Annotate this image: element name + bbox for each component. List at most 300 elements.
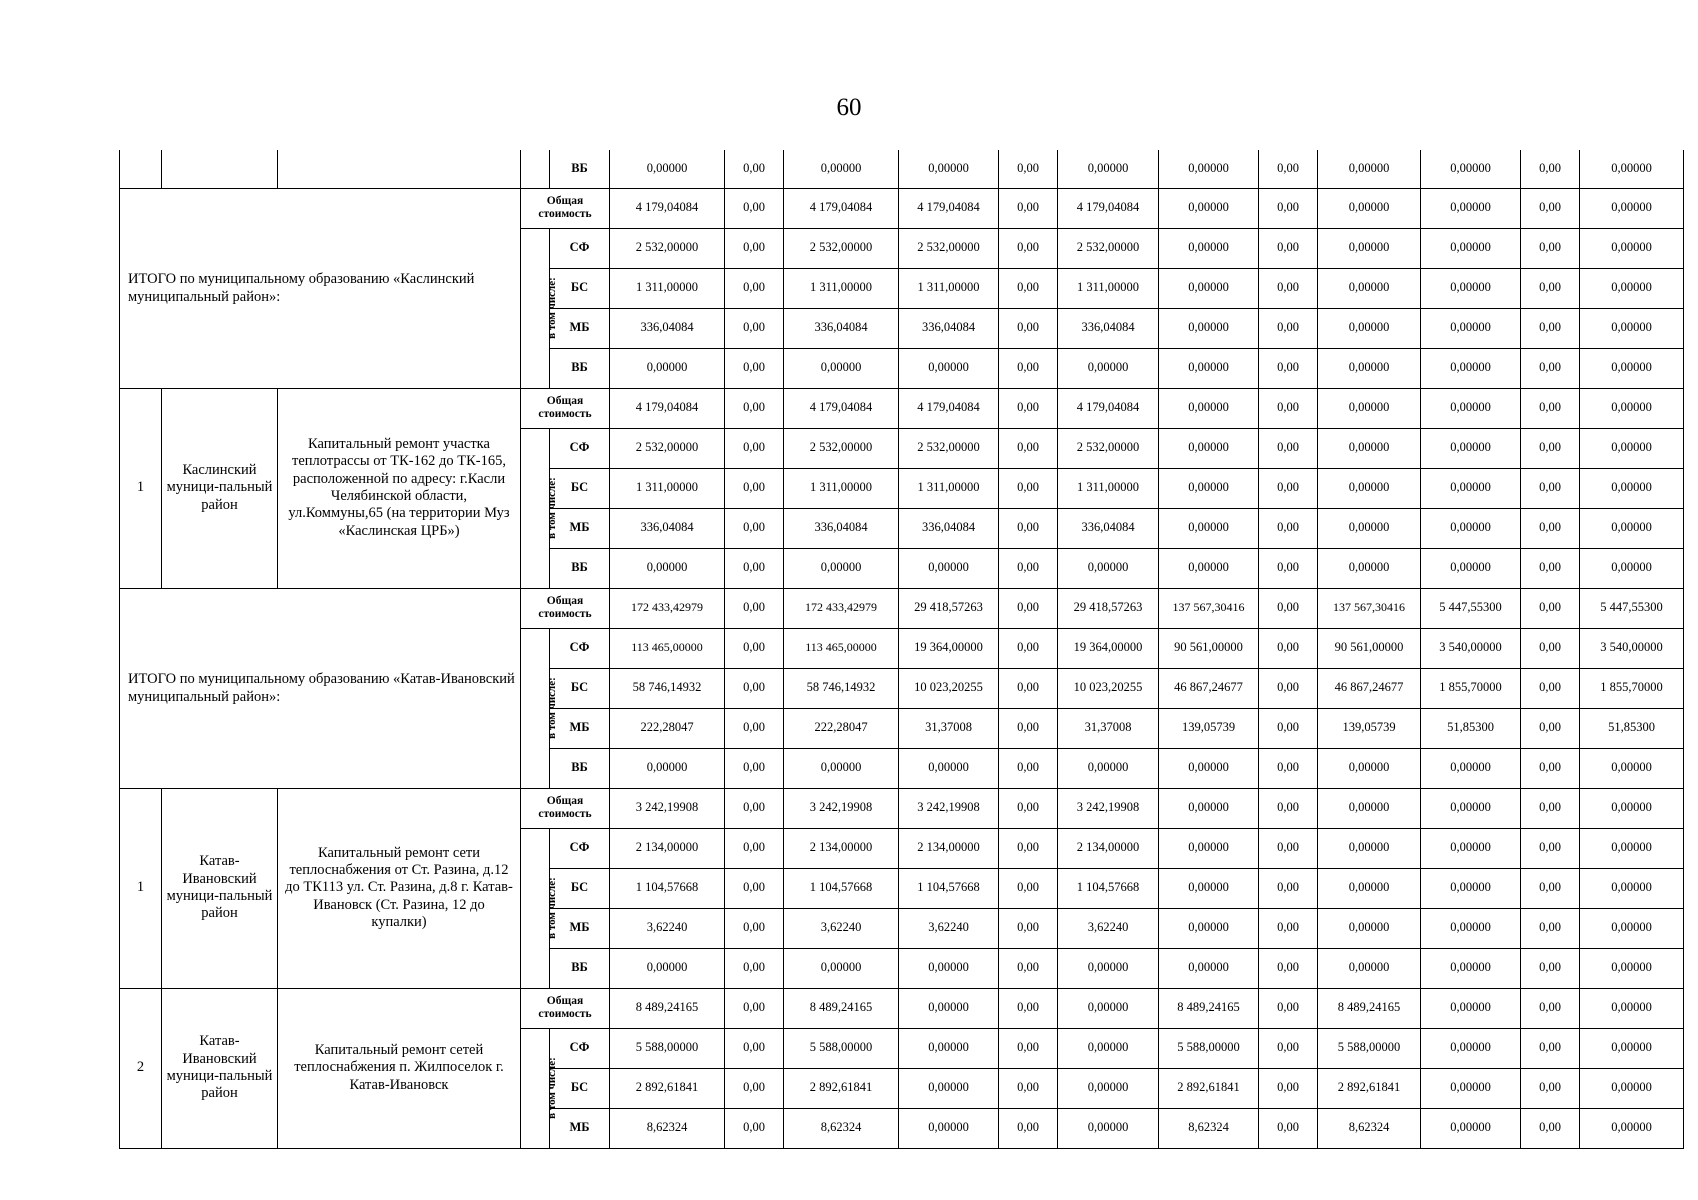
value-cell: 0,00000 <box>1159 428 1259 468</box>
value-cell: 0,00000 <box>1580 1028 1684 1068</box>
value-cell: 0,00 <box>725 308 784 348</box>
value-cell: 0,00 <box>725 428 784 468</box>
value-cell: 0,00000 <box>1421 1068 1521 1108</box>
value-cell: 1 311,00000 <box>610 468 725 508</box>
value-cell: 0,00 <box>1521 1068 1580 1108</box>
value-cell: 0,00000 <box>899 988 999 1028</box>
value-cell: 336,04084 <box>899 508 999 548</box>
value-cell: 0,00 <box>1259 428 1318 468</box>
value-cell: 0,00 <box>999 908 1058 948</box>
value-cell: 0,00 <box>725 988 784 1028</box>
value-cell: 0,00000 <box>899 548 999 588</box>
value-cell: 0,00000 <box>1421 348 1521 388</box>
value-cell: 0,00000 <box>1318 548 1421 588</box>
value-cell: 19 364,00000 <box>899 628 999 668</box>
value-cell: 0,00000 <box>1421 748 1521 788</box>
value-cell: 0,00000 <box>1318 828 1421 868</box>
value-cell: 0,00000 <box>610 948 725 988</box>
value-cell: 5 588,00000 <box>1318 1028 1421 1068</box>
value-cell: 336,04084 <box>610 508 725 548</box>
value-cell: 0,00000 <box>1058 150 1159 188</box>
value-cell: 0,00000 <box>1159 508 1259 548</box>
project-description: Капитальный ремонт сети теплоснабжения от Ст. Разина, д.12 до ТК113 ул. Ст. Разина, д.8 г. Катав-Ивановск (Ст. Разина, 12 до купалки) <box>278 788 521 988</box>
including-label <box>521 1028 558 1148</box>
total-row <box>120 188 1684 228</box>
value-cell: 58 746,14932 <box>610 668 725 708</box>
value-cell: 5 447,55300 <box>1421 588 1521 628</box>
including-label-text: в том числе: <box>545 277 558 339</box>
value-cell: 0,00000 <box>1058 988 1159 1028</box>
value-cell: 0,00000 <box>1421 868 1521 908</box>
value-cell: 0,00 <box>999 428 1058 468</box>
value-cell: 0,00000 <box>784 548 899 588</box>
including-label-text: в том числе: <box>545 677 558 739</box>
value-cell: 1 311,00000 <box>784 268 899 308</box>
value-cell: 2 532,00000 <box>784 228 899 268</box>
value-cell: 0,00000 <box>899 1068 999 1108</box>
value-cell: 0,00000 <box>1421 1108 1521 1148</box>
value-cell: 1 311,00000 <box>1058 268 1159 308</box>
value-cell: 2 892,61841 <box>784 1068 899 1108</box>
value-cell: 0,00000 <box>1058 948 1159 988</box>
value-cell: 1 855,70000 <box>1421 668 1521 708</box>
value-cell: 172 433,42979 <box>610 588 725 628</box>
fund-label: БС <box>550 268 610 308</box>
value-cell: 0,00000 <box>1318 908 1421 948</box>
value-cell: 0,00000 <box>1580 348 1684 388</box>
value-cell: 0,00000 <box>1318 348 1421 388</box>
value-cell: 0,00 <box>1521 548 1580 588</box>
value-cell: 2 892,61841 <box>610 1068 725 1108</box>
value-cell: 0,00000 <box>1421 1028 1521 1068</box>
value-cell: 58 746,14932 <box>784 668 899 708</box>
funding-table <box>119 150 1684 1149</box>
value-cell: 0,00 <box>1521 1108 1580 1148</box>
value-cell: 0,00000 <box>1580 268 1684 308</box>
value-cell: 0,00 <box>999 308 1058 348</box>
value-cell: 3 540,00000 <box>1580 628 1684 668</box>
value-cell: 0,00 <box>725 548 784 588</box>
value-cell: 0,00 <box>725 150 784 188</box>
value-cell: 8 489,24165 <box>1159 988 1259 1028</box>
value-cell: 0,00 <box>1259 308 1318 348</box>
value-cell: 0,00000 <box>1421 908 1521 948</box>
value-cell: 0,00000 <box>1159 948 1259 988</box>
value-cell: 0,00 <box>1259 1028 1318 1068</box>
value-cell: 4 179,04084 <box>1058 188 1159 228</box>
value-cell: 336,04084 <box>784 308 899 348</box>
value-cell: 31,37008 <box>1058 708 1159 748</box>
value-cell: 0,00000 <box>784 948 899 988</box>
value-cell: 0,00000 <box>1159 268 1259 308</box>
value-cell: 0,00 <box>1259 628 1318 668</box>
value-cell: 0,00 <box>1259 988 1318 1028</box>
value-cell: 0,00 <box>999 628 1058 668</box>
value-cell: 0,00 <box>725 348 784 388</box>
value-cell: 0,00 <box>999 508 1058 548</box>
value-cell: 0,00 <box>1259 828 1318 868</box>
value-cell: 0,00 <box>725 708 784 748</box>
value-cell: 3,62240 <box>784 908 899 948</box>
value-cell: 0,00000 <box>1421 188 1521 228</box>
value-cell: 3,62240 <box>610 908 725 948</box>
num-cell <box>120 150 162 188</box>
fund-label: МБ <box>550 908 610 948</box>
value-cell: 0,00000 <box>899 748 999 788</box>
table-row <box>120 150 1684 188</box>
value-cell: 0,00000 <box>1580 948 1684 988</box>
value-cell: 0,00000 <box>1159 868 1259 908</box>
value-cell: 0,00000 <box>1580 908 1684 948</box>
value-cell: 0,00000 <box>1159 548 1259 588</box>
including-label <box>521 628 558 788</box>
value-cell: 8,62324 <box>784 1108 899 1148</box>
value-cell: 113 465,00000 <box>610 628 725 668</box>
total-cost-label: Общая стоимость <box>521 788 610 828</box>
value-cell: 0,00000 <box>899 1108 999 1148</box>
value-cell: 0,00 <box>1521 468 1580 508</box>
value-cell: 222,28047 <box>610 708 725 748</box>
value-cell: 0,00000 <box>1580 308 1684 348</box>
value-cell: 0,00000 <box>1058 1028 1159 1068</box>
value-cell: 0,00000 <box>899 348 999 388</box>
value-cell: 4 179,04084 <box>610 188 725 228</box>
page-number: 60 <box>836 94 862 121</box>
value-cell: 3,62240 <box>1058 908 1159 948</box>
fund-label: БС <box>550 668 610 708</box>
value-cell: 10 023,20255 <box>899 668 999 708</box>
total-cost-label: Общая стоимость <box>521 388 610 428</box>
value-cell: 0,00 <box>1259 588 1318 628</box>
value-cell: 2 532,00000 <box>1058 228 1159 268</box>
value-cell: 0,00 <box>999 188 1058 228</box>
value-cell: 0,00 <box>999 828 1058 868</box>
value-cell: 0,00 <box>725 948 784 988</box>
value-cell: 8,62324 <box>1318 1108 1421 1148</box>
value-cell: 90 561,00000 <box>1318 628 1421 668</box>
value-cell: 0,00000 <box>1580 788 1684 828</box>
value-cell: 1 311,00000 <box>899 268 999 308</box>
item-row <box>120 788 1684 828</box>
value-cell: 336,04084 <box>784 508 899 548</box>
fund-label: ВБ <box>550 548 610 588</box>
value-cell: 0,00 <box>999 1068 1058 1108</box>
value-cell: 0,00000 <box>1580 988 1684 1028</box>
fund-label: ВБ <box>550 948 610 988</box>
fund-label: СФ <box>550 1028 610 1068</box>
value-cell: 0,00 <box>1521 150 1580 188</box>
municipality-name: Катав-Ивановский муници-пальный район <box>162 788 278 988</box>
value-cell: 0,00000 <box>1580 828 1684 868</box>
value-cell: 0,00000 <box>1159 468 1259 508</box>
value-cell: 137 567,30416 <box>1318 588 1421 628</box>
value-cell: 1 104,57668 <box>784 868 899 908</box>
value-cell: 3 540,00000 <box>1421 628 1521 668</box>
value-cell: 3 242,19908 <box>899 788 999 828</box>
value-cell: 0,00000 <box>1580 150 1684 188</box>
value-cell: 0,00 <box>725 1108 784 1148</box>
value-cell: 0,00000 <box>899 948 999 988</box>
value-cell: 0,00 <box>999 388 1058 428</box>
value-cell: 0,00000 <box>1159 188 1259 228</box>
value-cell: 29 418,57263 <box>1058 588 1159 628</box>
value-cell: 0,00 <box>725 748 784 788</box>
value-cell: 0,00000 <box>1421 428 1521 468</box>
value-cell: 3,62240 <box>899 908 999 948</box>
value-cell: 0,00000 <box>1421 150 1521 188</box>
value-cell: 0,00000 <box>1058 348 1159 388</box>
value-cell: 8 489,24165 <box>784 988 899 1028</box>
value-cell: 2 134,00000 <box>899 828 999 868</box>
value-cell: 0,00000 <box>1058 1108 1159 1148</box>
value-cell: 0,00 <box>1259 388 1318 428</box>
value-cell: 0,00000 <box>1421 948 1521 988</box>
value-cell: 2 892,61841 <box>1159 1068 1259 1108</box>
value-cell: 0,00000 <box>1421 268 1521 308</box>
value-cell: 0,00000 <box>1421 508 1521 548</box>
value-cell: 0,00000 <box>1580 228 1684 268</box>
value-cell: 4 179,04084 <box>784 388 899 428</box>
total-row <box>120 588 1684 628</box>
value-cell: 0,00 <box>1259 948 1318 988</box>
including-label <box>521 228 558 388</box>
value-cell: 336,04084 <box>610 308 725 348</box>
value-cell: 0,00000 <box>1421 468 1521 508</box>
value-cell: 0,00 <box>1259 668 1318 708</box>
value-cell: 0,00000 <box>1421 788 1521 828</box>
municipality-name: Каслинский муници-пальный район <box>162 388 278 588</box>
value-cell: 0,00 <box>725 868 784 908</box>
value-cell: 0,00000 <box>1580 548 1684 588</box>
value-cell: 0,00000 <box>1159 228 1259 268</box>
value-cell: 0,00 <box>999 748 1058 788</box>
value-cell: 0,00 <box>725 1028 784 1068</box>
value-cell: 0,00000 <box>1318 948 1421 988</box>
fund-label: СФ <box>550 828 610 868</box>
value-cell: 0,00 <box>1259 788 1318 828</box>
value-cell: 4 179,04084 <box>899 188 999 228</box>
municipality-name: Катав-Ивановский муници-пальный район <box>162 988 278 1148</box>
value-cell: 0,00000 <box>1159 348 1259 388</box>
value-cell: 4 179,04084 <box>1058 388 1159 428</box>
value-cell: 0,00 <box>1521 588 1580 628</box>
value-cell: 3 242,19908 <box>1058 788 1159 828</box>
value-cell: 0,00 <box>999 708 1058 748</box>
value-cell: 2 532,00000 <box>1058 428 1159 468</box>
including-label <box>521 428 558 588</box>
municipality-cell <box>162 150 278 188</box>
value-cell: 0,00000 <box>1580 1108 1684 1148</box>
value-cell: 0,00000 <box>1421 828 1521 868</box>
value-cell: 0,00 <box>725 508 784 548</box>
fund-label: СФ <box>550 628 610 668</box>
value-cell: 0,00000 <box>1580 428 1684 468</box>
value-cell: 0,00000 <box>1159 150 1259 188</box>
project-description: Капитальный ремонт сетей теплоснабжения п. Жилпоселок г. Катав-Ивановск <box>278 988 521 1148</box>
value-cell: 1 311,00000 <box>784 468 899 508</box>
value-cell: 2 134,00000 <box>610 828 725 868</box>
value-cell: 0,00000 <box>1159 388 1259 428</box>
value-cell: 0,00 <box>1521 668 1580 708</box>
value-cell: 0,00000 <box>899 1028 999 1068</box>
value-cell: 0,00 <box>725 628 784 668</box>
value-cell: 1 104,57668 <box>1058 868 1159 908</box>
fund-label: МБ <box>550 708 610 748</box>
value-cell: 0,00000 <box>1580 748 1684 788</box>
value-cell: 46 867,24677 <box>1318 668 1421 708</box>
value-cell: 0,00000 <box>1421 548 1521 588</box>
value-cell: 336,04084 <box>899 308 999 348</box>
value-cell: 0,00 <box>1521 788 1580 828</box>
value-cell: 46 867,24677 <box>1159 668 1259 708</box>
value-cell: 0,00 <box>999 788 1058 828</box>
value-cell: 2 134,00000 <box>784 828 899 868</box>
value-cell: 0,00 <box>1521 188 1580 228</box>
fund-label: БС <box>550 1068 610 1108</box>
item-number: 1 <box>120 788 162 988</box>
value-cell: 172 433,42979 <box>784 588 899 628</box>
item-row <box>120 988 1684 1028</box>
value-cell: 0,00 <box>1521 628 1580 668</box>
value-cell: 0,00000 <box>1318 788 1421 828</box>
value-cell: 0,00000 <box>1159 748 1259 788</box>
value-cell: 0,00 <box>1521 388 1580 428</box>
value-cell: 0,00 <box>1521 868 1580 908</box>
value-cell: 0,00 <box>1521 948 1580 988</box>
value-cell: 0,00000 <box>784 748 899 788</box>
value-cell: 0,00 <box>1259 468 1318 508</box>
value-cell: 0,00 <box>725 188 784 228</box>
fund-label: ВБ <box>550 348 610 388</box>
value-cell: 0,00 <box>1259 908 1318 948</box>
value-cell: 0,00000 <box>1421 308 1521 348</box>
fund-label: СФ <box>550 428 610 468</box>
value-cell: 0,00 <box>999 150 1058 188</box>
value-cell: 4 179,04084 <box>784 188 899 228</box>
value-cell: 0,00 <box>1259 708 1318 748</box>
value-cell: 0,00 <box>725 788 784 828</box>
value-cell: 1 855,70000 <box>1580 668 1684 708</box>
value-cell: 0,00 <box>1521 1028 1580 1068</box>
value-cell: 222,28047 <box>784 708 899 748</box>
value-cell: 0,00000 <box>1318 388 1421 428</box>
value-cell: 0,00000 <box>1318 228 1421 268</box>
value-cell: 0,00 <box>1521 508 1580 548</box>
value-cell: 0,00000 <box>1318 468 1421 508</box>
value-cell: 113 465,00000 <box>784 628 899 668</box>
total-label: ИТОГО по муниципальному образованию «Каслинский муниципальный район»: <box>120 188 521 388</box>
value-cell: 0,00000 <box>1159 828 1259 868</box>
including-label-text: в том числе: <box>545 877 558 939</box>
value-cell: 0,00000 <box>1318 308 1421 348</box>
value-cell: 2 532,00000 <box>899 228 999 268</box>
value-cell: 0,00 <box>999 1028 1058 1068</box>
value-cell: 51,85300 <box>1421 708 1521 748</box>
value-cell: 0,00 <box>1521 428 1580 468</box>
including-label <box>521 828 558 988</box>
value-cell: 0,00 <box>999 588 1058 628</box>
value-cell: 137 567,30416 <box>1159 588 1259 628</box>
value-cell: 8,62324 <box>1159 1108 1259 1148</box>
value-cell: 2 532,00000 <box>610 228 725 268</box>
total-label: ИТОГО по муниципальному образованию «Катав-Ивановский муниципальный район»: <box>120 588 521 788</box>
sublabel-cell <box>521 150 550 188</box>
value-cell: 0,00000 <box>1580 508 1684 548</box>
value-cell: 2 532,00000 <box>610 428 725 468</box>
value-cell: 51,85300 <box>1580 708 1684 748</box>
value-cell: 0,00000 <box>1580 188 1684 228</box>
table-body <box>120 150 1684 1148</box>
value-cell: 5 588,00000 <box>784 1028 899 1068</box>
fund-label: МБ <box>550 308 610 348</box>
value-cell: 3 242,19908 <box>784 788 899 828</box>
value-cell: 0,00 <box>1521 988 1580 1028</box>
value-cell: 1 104,57668 <box>899 868 999 908</box>
value-cell: 0,00 <box>999 948 1058 988</box>
value-cell: 5 588,00000 <box>610 1028 725 1068</box>
value-cell: 1 104,57668 <box>610 868 725 908</box>
value-cell: 0,00 <box>1521 268 1580 308</box>
value-cell: 0,00000 <box>1318 428 1421 468</box>
value-cell: 139,05739 <box>1318 708 1421 748</box>
value-cell: 0,00 <box>1521 708 1580 748</box>
value-cell: 0,00 <box>1259 1068 1318 1108</box>
value-cell: 10 023,20255 <box>1058 668 1159 708</box>
value-cell: 0,00 <box>999 868 1058 908</box>
value-cell: 0,00000 <box>1159 788 1259 828</box>
fund-label: МБ <box>550 508 610 548</box>
value-cell: 0,00000 <box>1580 468 1684 508</box>
value-cell: 0,00 <box>1259 508 1318 548</box>
value-cell: 2 892,61841 <box>1318 1068 1421 1108</box>
value-cell: 90 561,00000 <box>1159 628 1259 668</box>
value-cell: 0,00 <box>999 988 1058 1028</box>
value-cell: 0,00 <box>1259 228 1318 268</box>
value-cell: 0,00000 <box>784 348 899 388</box>
value-cell: 0,00 <box>725 908 784 948</box>
value-cell: 0,00 <box>999 1108 1058 1148</box>
value-cell: 336,04084 <box>1058 508 1159 548</box>
total-cost-label: Общая стоимость <box>521 588 610 628</box>
value-cell: 0,00000 <box>1421 228 1521 268</box>
value-cell: 0,00000 <box>784 150 899 188</box>
value-cell: 0,00 <box>1521 348 1580 388</box>
value-cell: 0,00000 <box>1421 988 1521 1028</box>
value-cell: 0,00 <box>999 228 1058 268</box>
value-cell: 4 179,04084 <box>610 388 725 428</box>
value-cell: 0,00 <box>999 468 1058 508</box>
value-cell: 0,00 <box>1259 188 1318 228</box>
fund-label: БС <box>550 468 610 508</box>
value-cell: 0,00 <box>1521 748 1580 788</box>
value-cell: 0,00000 <box>610 748 725 788</box>
value-cell: 0,00000 <box>1159 908 1259 948</box>
value-cell: 0,00 <box>725 268 784 308</box>
value-cell: 0,00 <box>1521 828 1580 868</box>
value-cell: 2 532,00000 <box>899 428 999 468</box>
value-cell: 0,00000 <box>1058 748 1159 788</box>
value-cell: 0,00000 <box>1318 748 1421 788</box>
value-cell: 0,00 <box>725 828 784 868</box>
value-cell: 0,00 <box>1521 228 1580 268</box>
including-label-text: в том числе: <box>545 1057 558 1119</box>
value-cell: 1 311,00000 <box>610 268 725 308</box>
value-cell: 0,00000 <box>610 548 725 588</box>
value-cell: 0,00 <box>999 668 1058 708</box>
value-cell: 0,00000 <box>1159 308 1259 348</box>
value-cell: 0,00 <box>999 348 1058 388</box>
value-cell: 0,00000 <box>1421 388 1521 428</box>
